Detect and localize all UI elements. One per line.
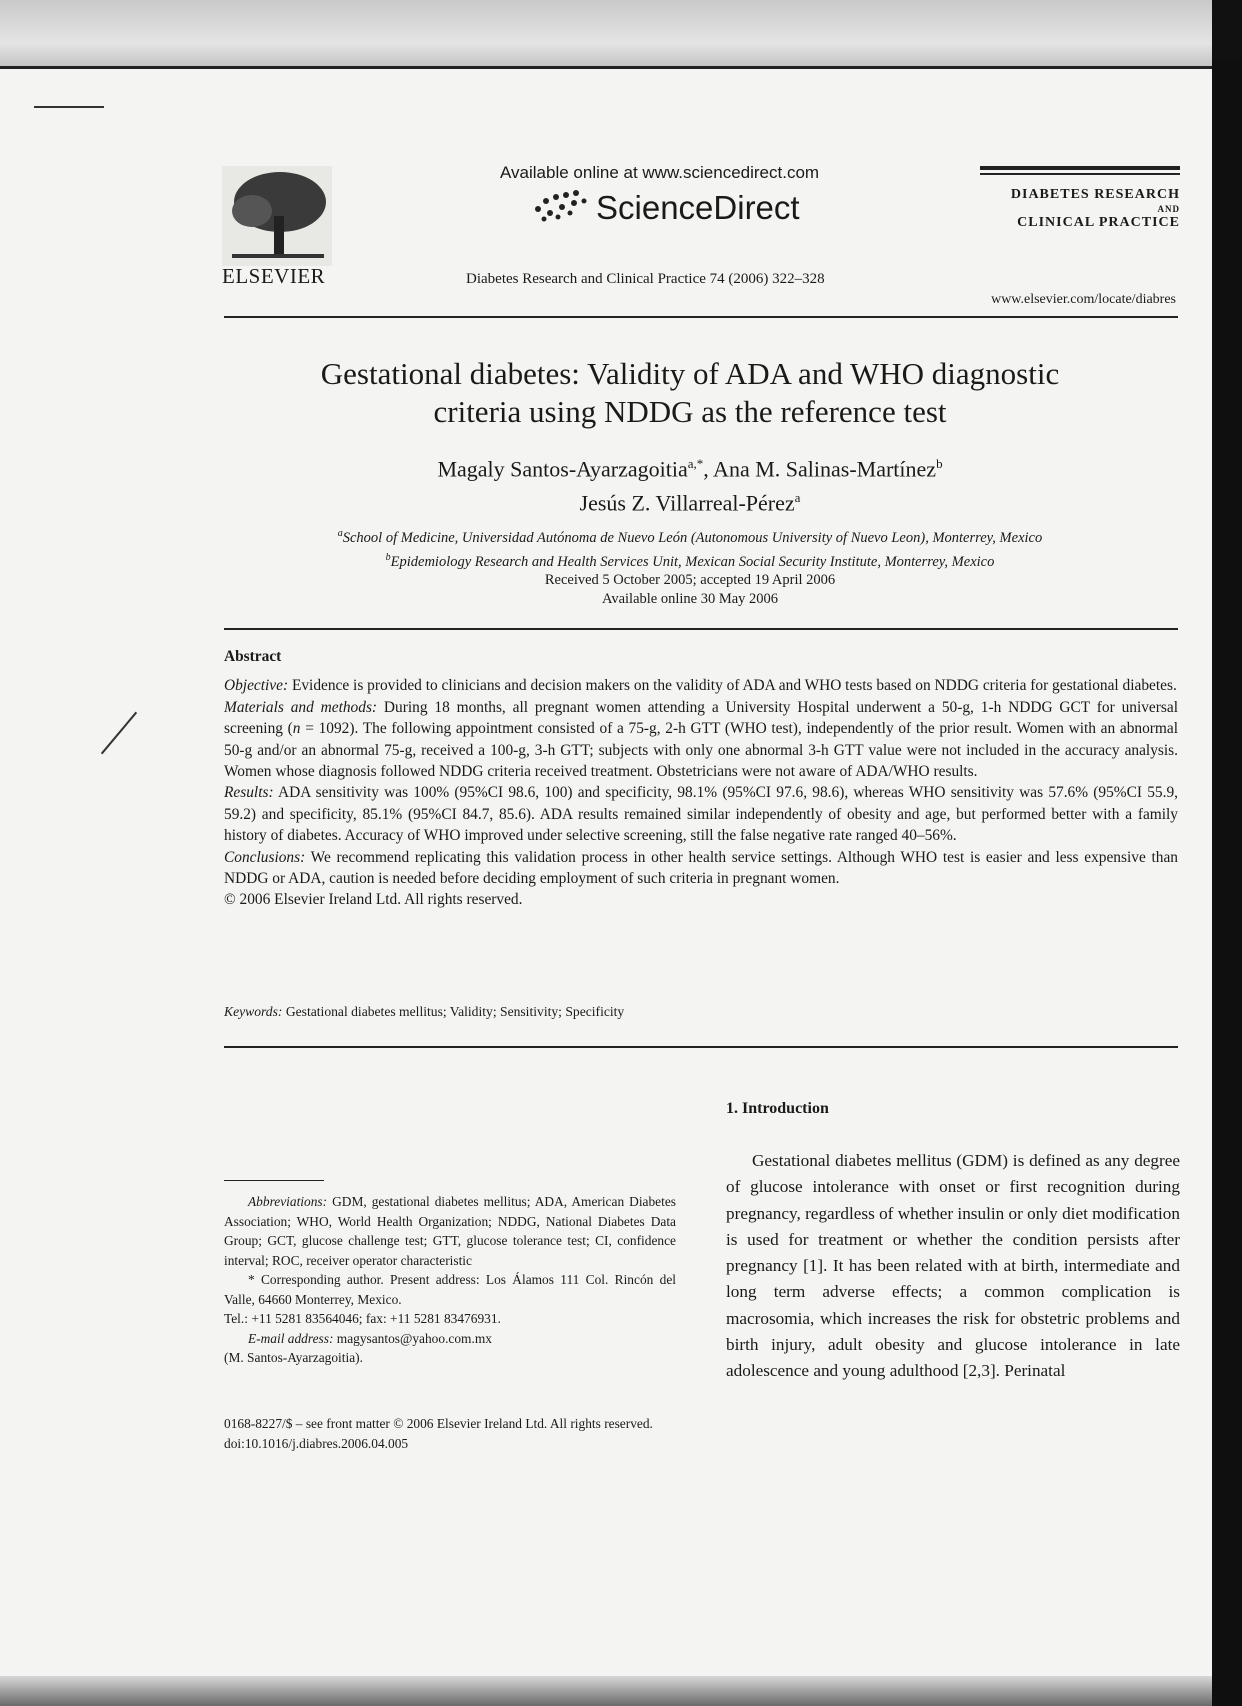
title-line-2: criteria using NDDG as the reference test	[433, 394, 947, 429]
affiliation-mark: b	[385, 551, 391, 563]
publisher-name: ELSEVIER	[222, 264, 326, 288]
authors-line-2	[240, 483, 1140, 517]
header-rule	[224, 316, 1178, 318]
sciencedirect-logo	[530, 187, 800, 229]
scan-edge-right	[1212, 60, 1242, 1706]
abstract-objective	[224, 675, 1178, 696]
journal-name-and: AND	[1157, 204, 1180, 214]
sciencedirect-dots-icon	[530, 187, 592, 229]
authors-line-1	[240, 449, 1140, 483]
footnotes	[224, 1192, 676, 1368]
email-address[interactable]: magysantos@yahoo.com.mx	[336, 1330, 492, 1346]
section-text: Evidence is provided to clinicians and decision makers on the validity of ADA and WHO tests based on NDDG criteria for gestational diabetes.	[291, 677, 1177, 695]
author-name: , Ana M. Salinas-Martínez	[703, 456, 937, 482]
received-date: Received 5 October 2005; accepted 19 April 2006	[544, 572, 836, 588]
scan-background-top	[0, 0, 1242, 72]
keywords-label: Keywords:	[224, 1004, 283, 1019]
abstract-bottom-rule	[224, 1046, 1178, 1048]
abstract-copyright: © 2006 Elsevier Ireland Ltd. All rights reserved.	[224, 891, 523, 909]
elsevier-tree-logo	[222, 166, 332, 266]
footnote-rule	[224, 1180, 324, 1181]
section-text: = 1092). The following appointment consisted of a 75-g, 2-h GTT (WHO test), independently of the prior result. Women with an abnormal 50-g and/or an abnormal 75-g, received a 100-g, 3-h GTT; subjects with only one abnormal 3-h GTT value were not included in the accuracy analysis. Women whose diagnosis followed NDDG criteria received treatment. Obstetricians were not aware of ADA/WHO results.	[224, 720, 1178, 781]
abbreviations-label: Abbreviations:	[248, 1194, 328, 1209]
issn-line: 0168-8227/$ – see front matter © 2006 Elsevier Ireland Ltd. All rights reserved.	[224, 1416, 653, 1431]
affiliation-b	[220, 548, 1160, 572]
section-text-italic: n	[292, 720, 301, 738]
journal-logo	[980, 166, 1180, 230]
section-text: We recommend replicating this validation process in other health service settings. Although WHO test is easier and less expensive than NDDG or ADA, caution is needed before deciding employment of such criteria in pregnant women.	[224, 848, 1178, 888]
scan-background-bottom	[0, 1676, 1212, 1706]
rule	[980, 173, 1180, 175]
affiliation-mark: a	[337, 528, 343, 539]
section-text: During 18 months, all pregnant women attending a University Hospital underwent a 50-g, 1-h NDDG GCT for universal screening (	[224, 698, 1178, 738]
author-affil-mark: a,*	[687, 456, 704, 471]
abstract-methods	[224, 697, 1178, 783]
abstract-results	[224, 782, 1178, 846]
author-affil-mark: b	[936, 456, 943, 471]
keywords	[224, 1004, 624, 1020]
author-list	[240, 449, 1140, 518]
contact-email	[224, 1329, 676, 1349]
journal-reference: Diabetes Research and Clinical Practice 74 (2006) 322–328	[466, 271, 825, 287]
contact-phone: Tel.: +11 5281 83564046; fax: +11 5281 83476931.	[224, 1311, 501, 1326]
section-label: Objective:	[224, 677, 289, 695]
journal-name-line2: CLINICAL PRACTICE	[1017, 215, 1180, 230]
introduction-paragraph: Gestational diabetes mellitus (GDM) is defined as any degree of glucose intolerance with onset or first recognition during pregnancy, regardless of whether insulin or only diet modification is used for treatment or whether the condition persists after pregnancy [1]. It has been related with at birth, intermediate and long term adverse effects; a common complication is macrosomia, which increases the risk for obstetric problems and birth injury, adult obesity and glucose intolerance in late adolescence and young adulthood [2,3]. Perinatal	[726, 1151, 1180, 1381]
abstract-conclusions	[224, 847, 1178, 890]
affiliation-text: School of Medicine, Universidad Autónoma de Nuevo León (Autonomous University of Nuevo Leon), Monterrey, Mexico	[342, 529, 1043, 546]
sciencedirect-wordmark: ScienceDirect	[596, 189, 800, 226]
section-label: Conclusions:	[224, 848, 306, 866]
journal-name	[980, 178, 1180, 230]
corresponding-author-note: * Corresponding author. Present address: Los Álamos 111 Col. Rincón del Valle, 64660 Monterrey, Mexico.	[224, 1272, 676, 1307]
section-label: Materials and methods:	[224, 698, 378, 716]
available-online-line: Available online at www.sciencedirect.com	[500, 163, 820, 182]
journal-name-line1: DIABETES RESEARCH	[1010, 187, 1180, 202]
author-name: Jesús Z. Villarreal-Pérez	[579, 490, 795, 516]
author-affil-mark: a	[794, 490, 801, 506]
email-label: E-mail address:	[248, 1330, 334, 1346]
pen-mark	[34, 106, 104, 108]
author-name: Magaly Santos-Ayarzagoitia	[437, 456, 688, 482]
abbreviations-note	[224, 1192, 676, 1270]
section-label: Results:	[224, 784, 274, 802]
affiliation-a	[220, 524, 1160, 548]
abstract-heading: Abstract	[224, 648, 282, 665]
journal-url: www.elsevier.com/locate/diabres	[991, 292, 1176, 307]
section-text: ADA sensitivity was 100% (95%CI 98.6, 100) and specificity, 98.1% (95%CI 97.6, 98.6), whereas WHO sensitivity was 57.6% (95%CI 55.9, 59.2) and specificity, 85.1% (95%CI 84.7, 85.6). ADA results remained similar independently of obesity and age, but performed better with a family history of diabetes. Accuracy of WHO improved under selective screening, still the false negative rate ranged 40–56%.	[224, 784, 1179, 845]
abbreviations-text: GDM, gestational diabetes mellitus; ADA, American Diabetes Association; WHO, World Health Organization; NDDG, National Diabetes Data Group; GCT, glucose challenge test; GTT, glucose tolerance test; CI, confidence interval; ROC, receiver operator characteristic	[224, 1194, 676, 1268]
affiliations	[220, 524, 1160, 572]
article-dates	[240, 571, 1140, 609]
abstract	[224, 646, 1178, 911]
rule	[980, 166, 1180, 170]
front-matter	[224, 1414, 653, 1453]
article-title	[240, 355, 1140, 431]
abstract-top-rule	[224, 628, 1178, 630]
title-line-1: Gestational diabetes: Validity of ADA and WHO diagnostic	[320, 356, 1060, 391]
doi-line[interactable]: doi:10.1016/j.diabres.2006.04.005	[224, 1435, 409, 1451]
keywords-list: Gestational diabetes mellitus; Validity; Sensitivity; Specificity	[285, 1004, 625, 1019]
introduction-heading: 1. Introduction	[726, 1100, 829, 1117]
affiliation-text: Epidemiology Research and Health Services Unit, Mexican Social Security Institute, Monterrey, Mexico	[390, 553, 995, 570]
email-owner: (M. Santos-Ayarzagoitia).	[224, 1350, 363, 1365]
online-date: Available online 30 May 2006	[601, 591, 779, 607]
introduction-body	[726, 1148, 1180, 1385]
